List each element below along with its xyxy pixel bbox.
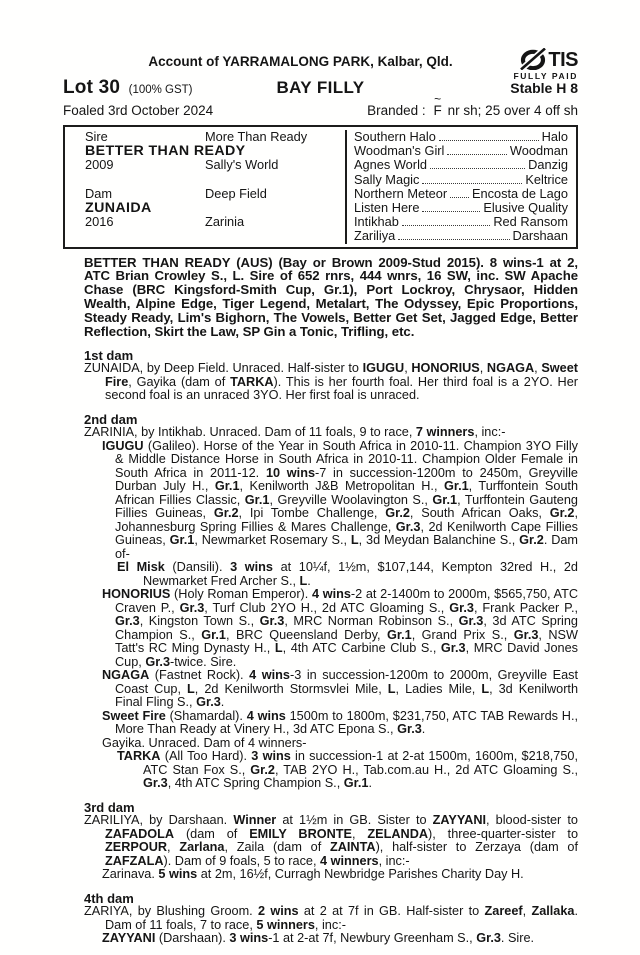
dam-year: 2016	[85, 214, 114, 230]
produce-record: Gayika. Unraced. Dam of 4 winners-	[102, 735, 307, 750]
dam-sections	[84, 349, 578, 946]
sire-role-label: Sire	[85, 129, 108, 144]
lot-number: Lot 30	[63, 77, 121, 98]
grandparent-left: Southern Halo	[354, 129, 436, 144]
brand-mark	[433, 92, 443, 119]
otis-wordmark: TIS	[548, 49, 578, 71]
leader-dots	[447, 154, 507, 155]
sire-half	[65, 130, 576, 187]
dam-record: ZARINIA, by Intikhab. Unraced. Dam of 11 foals, 9 to race, 7 winners, inc:-	[84, 425, 506, 440]
pedigree-table	[63, 125, 578, 249]
grandparent-left: Woodman's Girl	[354, 143, 445, 159]
section-4th-dam	[84, 892, 578, 946]
dam-record: ZARILIYA, by Darshaan. Winner at 1½m in GB. Sister to ZAYYANI, blood-sister to ZAFADOLA (dam of EMILY BRONTE, ZELANDA), three-quarter-sister to ZERPOUR, Zarlana, Zaila (dam of ZAINTA), half-sister to Zerzaya (dam of ZAFZALA). Dam of 9 foals, 5 to race, 4 winners, inc:-	[84, 813, 579, 868]
produce-record: Zarinava. 5 wins at 2m, 16½f, Curragh Newbridge Parishes Charity Day H.	[102, 867, 524, 882]
dam-section-heading: 2nd dam	[84, 411, 138, 427]
dam-left-pane	[65, 187, 345, 244]
leader-dots	[450, 197, 469, 198]
leader-dots	[402, 225, 490, 226]
produce-record: IGUGU (Galileo). Horse of the Year in South Africa in 2010-11. Champion 3YO Filly & Middle Distance Horse in South Africa in 2010-11. Champion Older Female in South Africa in 2011-12. 10 wins-7 in succession-1200m to 2450m, Greyville Durban July H., Gr.1, Kenilworth J&B Metropolitan H., Gr.1, Turffontein South African Fillies Classic, Gr.1, Greyville Woolavington S., Gr.1, Turffontein Gauteng Fillies Guineas, Gr.2, Ipi Tombe Challenge, Gr.2, South African Oaks, Gr.2, Johannesburg Spring Fillies & Mares Challenge, Gr.3, 2d Kenilworth Cape Fillies Guineas, Gr.1, Newmarket Rosemary S., L, 3d Meydan Balanchine S., Gr.2. Dam of-	[102, 438, 579, 561]
dam-dam-name: Zarinia	[205, 214, 245, 230]
produce-record: TARKA (All Too Hard). 3 wins in succession-1 at 2-at 1500m, 1600m, $218,750, ATC Stan Fox S., Gr.2, TAB 2YO H., Tab.com.au H., 2d ATC Gloaming S., Gr.3, 4th ATC Spring Champion S., Gr.1.	[117, 749, 579, 791]
grandparent-row	[354, 201, 568, 215]
sire-summary: BETTER THAN READY (AUS) (Bay or Brown 2009-Stud 2015). 8 wins-1 at 2, ATC Brian Crowley S., L. Sire of 652 rnrs, 444 wnrs, 16 SW, inc. SW Apache Chase (BRC Kingsford-Smith Cup, Gr.1), Port Lockroy, Chrysaor, Hidden Wealth, Alpine Edge, Tiger Legend, Metalart, The Odyssey, Epic Proportions, Steady Ready, Lim's Bighorn, The Vowels, Better Get Set, Jagged Edge, Better Reflection, Skirt the Law, SP Gin a Tonic, Trifling, etc.	[84, 254, 578, 340]
account-line: Account of YARRAMALONG PARK, Kalbar, Qld.	[148, 54, 453, 69]
grandparent-right: Encosta de Lago	[471, 185, 568, 201]
grandparent-right: Elusive Quality	[483, 199, 568, 215]
brand-letter: F	[433, 103, 442, 118]
branded-label: Branded :	[367, 103, 426, 118]
dam-sire-name: Deep Field	[205, 185, 267, 201]
produce-record: ZAYYANI (Darshaan). 3 wins-1 at 2-at 7f, Newbury Greenham S., Gr.3. Sire.	[102, 931, 535, 946]
otis-logo	[492, 48, 578, 81]
produce-record: El Misk (Dansili). 3 wins at 10¼f, 1½m, $107,144, Kempton 32red H., 2d Newmarket Fred Archer S., L.	[117, 560, 578, 588]
dam-half	[65, 187, 576, 244]
foaled-date: Foaled 3rd October 2024	[63, 103, 214, 118]
grandparent-left: Sally Magic	[354, 171, 420, 187]
grandparent-row	[354, 215, 568, 229]
grandparent-left: Agnes World	[354, 157, 428, 173]
horse-description-title: BAY FILLY	[276, 78, 365, 97]
section-3rd-dam	[84, 801, 578, 882]
dam-grandparents	[345, 187, 576, 244]
gst-label: (100% GST)	[128, 84, 193, 96]
leader-dots	[430, 168, 525, 169]
produce-record: NGAGA (Fastnet Rock). 4 wins-3 in succession-1200m to 2000m, Greyville East Coast Cup, L, 2d Kenilworth Stormsvlei Mile, L, Ladies Mile, L, 3d Kenilworth Final Fling S., Gr.3.	[102, 668, 578, 710]
dam-name: ZUNAIDA	[85, 199, 152, 216]
leader-dots	[439, 140, 539, 141]
foaled-row	[63, 92, 578, 119]
grandparent-left: Intikhab	[354, 214, 399, 230]
dam-section-heading: 3rd dam	[84, 799, 135, 815]
dam-section-heading: 1st dam	[84, 347, 134, 363]
section-2nd-dam	[84, 413, 578, 791]
sire-grandparents	[345, 130, 576, 187]
brand-tilde: ~	[434, 92, 442, 106]
dam-record: ZUNAIDA, by Deep Field. Unraced. Half-sister to IGUGU, HONORIUS, NGAGA, Sweet Fire, Gayika (dam of TARKA). This is her fourth foal. Her third foal is a 2YO. Her second foal is an unraced 3YO. Her first foal is unraced.	[84, 361, 578, 403]
sire-dam-name: Sally's World	[205, 157, 279, 173]
fully-paid-label: FULLY PAID	[513, 71, 578, 81]
dam-record: ZARIYA, by Blushing Groom. 2 wins at 2 at 7f in GB. Half-sister to Zareef, Zallaka. Dam of 11 foals, 7 to race, 5 winners, inc:-	[84, 904, 579, 932]
grandparent-right: Red Ransom	[493, 214, 568, 230]
otis-o-icon	[520, 48, 547, 70]
sire-left-pane	[65, 130, 345, 187]
grandparent-row	[354, 158, 568, 172]
dam-section-heading: 4th dam	[84, 890, 134, 906]
grandparent-right: Darshaan	[512, 228, 568, 244]
grandparent-row	[354, 229, 568, 243]
branded-desc: nr sh; 25 over 4 off sh	[447, 103, 578, 118]
leader-dots	[422, 183, 522, 184]
grandparent-left: Listen Here	[354, 199, 420, 215]
grandparent-right: Danzig	[528, 157, 568, 173]
grandparent-right: Halo	[541, 129, 568, 144]
produce-record: Sweet Fire (Shamardal). 4 wins 1500m to 1800m, $231,750, ATC TAB Rewards H., More Than Ready at Vinery H., 3d ATC Epona S., Gr.3.	[102, 708, 578, 737]
sire-year: 2009	[85, 157, 114, 173]
branded-info	[367, 92, 578, 119]
grandparent-row	[354, 173, 568, 187]
dam-role-label: Dam	[85, 185, 113, 201]
leader-dots	[398, 239, 509, 240]
section-1st-dam	[84, 349, 578, 403]
sire-name: BETTER THAN READY	[85, 143, 246, 160]
produce-record: HONORIUS (Holy Roman Emperor). 4 wins-2 at 2-1400m to 2000m, $565,750, ATC Craven P., Gr.3, Turf Club 2YO H., 2d ATC Gloaming S., Gr.3, Frank Packer P., Gr.3, Kingston Town S., Gr.3, MRC Norman Robinson S., Gr.3, 3d ATC Spring Champion S., Gr.1, BRC Queensland Derby, Gr.1, Grand Prix S., Gr.3, NSW Tatt's RC Ming Dynasty H., L, 4th ATC Carbine Club S., Gr.3, MRC David Jones Cup, Gr.3-twice. Sire.	[102, 587, 578, 669]
page-header	[63, 49, 578, 119]
grandparent-row	[354, 187, 568, 201]
grandparent-left: Northern Meteor	[354, 185, 448, 201]
grandparent-row	[354, 144, 568, 158]
stable-label: Stable H 8	[510, 80, 578, 96]
grandparent-right: Woodman	[509, 143, 568, 159]
lot-number-group	[63, 77, 276, 99]
grandparent-right: Keltrice	[525, 171, 568, 187]
leader-dots	[422, 211, 480, 212]
grandparent-left: Zariliya	[354, 228, 396, 244]
grandparent-row	[354, 130, 568, 144]
sire-sire-name: More Than Ready	[205, 129, 308, 144]
